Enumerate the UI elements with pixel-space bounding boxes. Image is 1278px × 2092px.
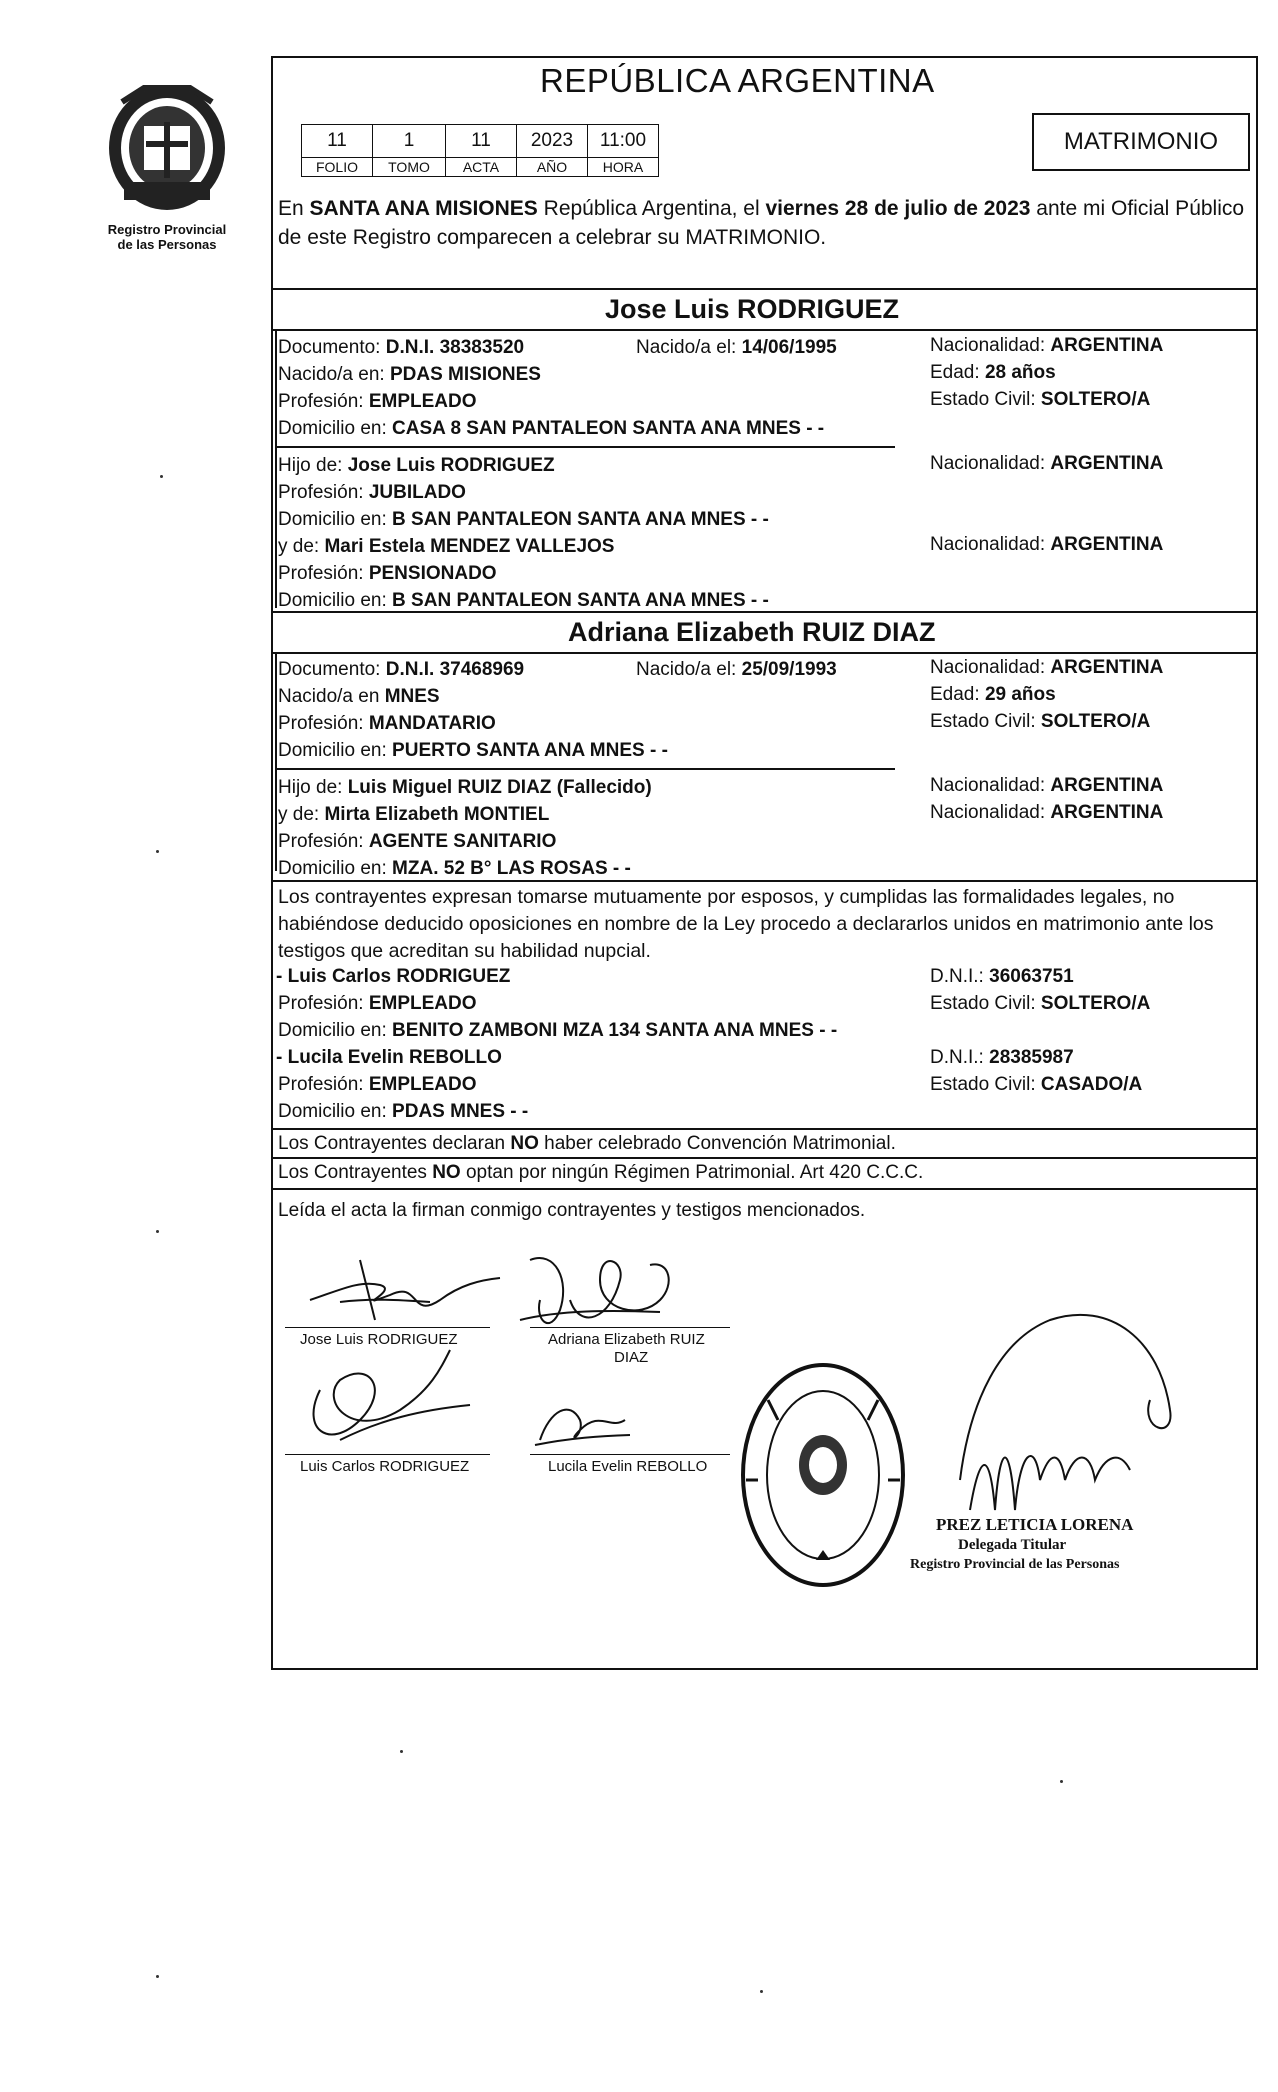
divider [271,288,1258,290]
groom-mother-domicilio: Domicilio en: B SAN PANTALEON SANTA ANA MNES - - [278,590,769,611]
convention-statement: Los Contrayentes declaran NO haber celebrado Convención Matrimonial. [278,1133,896,1154]
groom-name: Jose Luis RODRIGUEZ [605,294,900,324]
act-type-box: MATRIMONIO [1032,113,1250,171]
official-name: PREZ LETICIA LORENA [936,1515,1134,1534]
bride-documento: Documento: D.N.I. 37468969 [278,659,525,680]
scan-speck [760,1990,763,1993]
registry-fields-table [301,124,659,177]
groom-signature-label: Jose Luis RODRIGUEZ [300,1331,458,1348]
acta-label: ACTA [446,158,517,177]
bride-estado: Estado Civil: SOLTERO/A [930,711,1151,732]
registry-caption-line2: de las Personas [117,237,217,252]
declaration-text: Los contrayentes expresan tomarse mutuamente por esposos, y cumplidas las formalidades legales, no habiéndose deducido oposiciones en nombre de la Ley procedo a declararlos unidos en matrimonio ante los testigos que acreditan su habilidad nupcial. [278,886,1214,962]
groom-lugar: Nacido/a en: PDAS MISIONES [278,364,541,385]
bride-father-nacionalidad: Nacionalidad: ARGENTINA [930,775,1164,796]
witness2-estado: Estado Civil: CASADO/A [930,1074,1143,1095]
scan-speck [160,475,163,478]
witness2-signature-label: Lucila Evelin REBOLLO [548,1458,708,1475]
intro-paragraph: En SANTA ANA MISIONES República Argentina, el viernes 28 de julio de 2023 ante mi Oficial Público de este Registro comparecen a celebrar su MATRIMONIO. [278,197,1245,249]
left-margin-line [275,330,277,608]
groom-father-nacionalidad: Nacionalidad: ARGENTINA [930,453,1164,474]
scan-speck [400,1750,403,1753]
divider [273,329,1258,331]
bride-domicilio: Domicilio en: PUERTO SANTA ANA MNES - - [278,740,668,761]
document-title: REPÚBLICA ARGENTINA [540,62,935,99]
bride-mother: y de: Mirta Elizabeth MONTIEL [278,804,550,825]
bride-lugar: Nacido/a en MNES [278,686,440,707]
witness2-dni: D.N.I.: 28385987 [930,1047,1074,1068]
divider [271,1188,1258,1190]
bride-father: Hijo de: Luis Miguel RUIZ DIAZ (Fallecido) [278,777,652,798]
groom-mother-profesion: Profesión: PENSIONADO [278,563,497,584]
witness1-dni: D.N.I.: 36063751 [930,966,1074,987]
intro-date: viernes 28 de julio de 2023 [765,197,1031,220]
groom-nacionalidad: Nacionalidad: ARGENTINA [930,335,1164,356]
divider [271,1128,1258,1130]
regime-statement: Los Contrayentes NO optan por ningún Régimen Patrimonial. Art 420 C.C.C. [278,1162,924,1183]
witness1-signature-line [285,1454,490,1455]
registry-logo [92,82,242,267]
intro-place: SANTA ANA MISIONES [309,197,538,220]
groom-father-domicilio: Domicilio en: B SAN PANTALEON SANTA ANA MNES - - [278,509,769,530]
misiones-seal-icon [104,82,230,214]
tomo-label: TOMO [373,158,446,177]
groom-father: Hijo de: Jose Luis RODRIGUEZ [278,455,555,476]
official-stamp-icon [738,1360,908,1590]
witness2-domicilio: Domicilio en: PDAS MNES - - [278,1101,529,1122]
bride-nacido: Nacido/a el: 25/09/1993 [636,659,837,680]
scan-speck [156,1975,159,1978]
groom-edad: Edad: 28 años [930,362,1056,383]
bride-nacionalidad: Nacionalidad: ARGENTINA [930,657,1164,678]
groom-father-profesion: Profesión: JUBILADO [278,482,466,503]
divider [271,611,1258,613]
anio-label: AÑO [517,158,588,177]
divider [275,768,895,770]
witness2-profesion: Profesión: EMPLEADO [278,1074,477,1095]
bride-name: Adriana Elizabeth RUIZ DIAZ [568,617,936,647]
witness1-domicilio: Domicilio en: BENITO ZAMBONI MZA 134 SANTA ANA MNES - - [278,1020,838,1041]
folio-value: 11 [302,125,373,158]
bride-edad: Edad: 29 años [930,684,1056,705]
left-margin-line [275,653,277,871]
hora-value: 11:00 [588,125,659,158]
acta-value: 11 [446,125,517,158]
witness1-signature-label: Luis Carlos RODRIGUEZ [300,1458,470,1475]
divider [273,880,1258,882]
witness2-signature-line [530,1454,730,1455]
groom-documento: Documento: D.N.I. 38383520 [278,337,525,358]
bride-signature-label-2: DIAZ [614,1349,649,1366]
tomo-value: 1 [373,125,446,158]
bride-signature-line [530,1327,730,1328]
groom-domicilio: Domicilio en: CASA 8 SAN PANTALEON SANTA ANA MNES - - [278,418,825,439]
groom-mother-nacionalidad: Nacionalidad: ARGENTINA [930,534,1164,555]
anio-value: 2023 [517,125,588,158]
bride-signature-label-1: Adriana Elizabeth RUIZ [548,1331,705,1348]
scan-speck [156,1230,159,1233]
groom-nacido: Nacido/a el: 14/06/1995 [636,337,837,358]
divider [273,652,1258,654]
closing-text: Leída el acta la firman conmigo contrayentes y testigos mencionados. [278,1200,866,1221]
folio-label: FOLIO [302,158,373,177]
bride-profesion: Profesión: MANDATARIO [278,713,496,734]
hora-label: HORA [588,158,659,177]
official-office: Registro Provincial de las Personas [910,1557,1120,1572]
divider [273,1157,1258,1159]
groom-mother: y de: Mari Estela MENDEZ VALLEJOS [278,536,615,557]
groom-profesion: Profesión: EMPLEADO [278,391,477,412]
witness1-estado: Estado Civil: SOLTERO/A [930,993,1151,1014]
groom-estado: Estado Civil: SOLTERO/A [930,389,1151,410]
official-title: Delegada Titular [958,1537,1067,1553]
witness1-profesion: Profesión: EMPLEADO [278,993,477,1014]
registry-caption-line1: Registro Provincial [107,222,227,237]
groom-signature-line [285,1327,490,1328]
bride-mother-profesion: Profesión: AGENTE SANITARIO [278,831,557,852]
scan-speck [156,850,159,853]
scan-speck [1060,1780,1063,1783]
bride-mother-nacionalidad: Nacionalidad: ARGENTINA [930,802,1164,823]
witness1-name: - Luis Carlos RODRIGUEZ [276,966,511,987]
bride-mother-domicilio: Domicilio en: MZA. 52 B° LAS ROSAS - - [278,858,631,879]
divider [275,446,895,448]
witness2-name: - Lucila Evelin REBOLLO [276,1047,502,1068]
